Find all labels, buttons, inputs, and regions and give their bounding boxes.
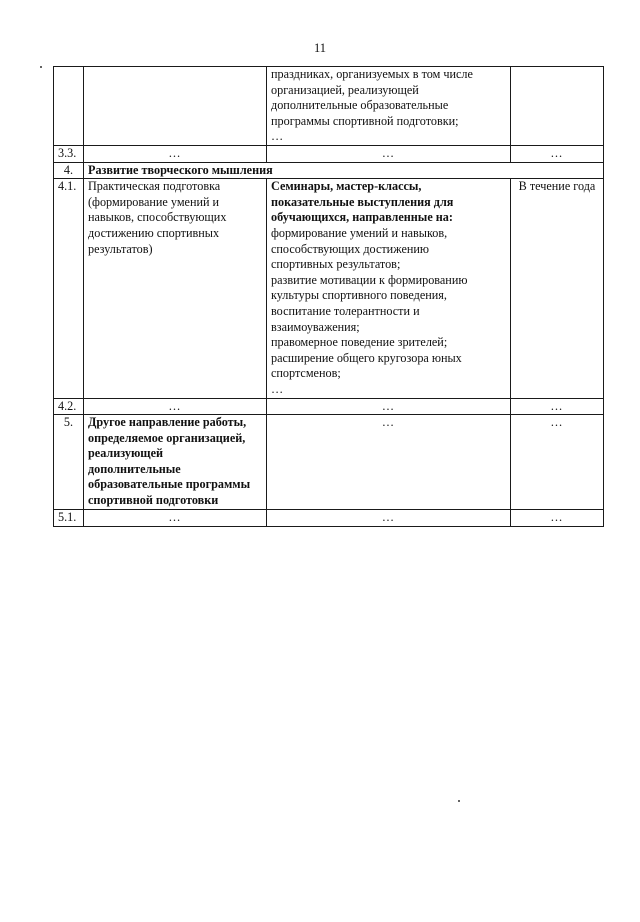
direction-line: (формирование умений и [88, 194, 220, 209]
ellipsis-cell: … [511, 510, 604, 527]
row-number: 4.2. [54, 398, 84, 415]
activity-line: спортсменов; [271, 366, 341, 381]
section-title: Развитие творческого мышления [84, 162, 604, 179]
scan-speck [458, 800, 460, 802]
direction-line: результатов) [88, 241, 153, 256]
activity-line: способствующих достижению [271, 241, 430, 256]
row-number: 3.3. [54, 146, 84, 163]
row-number: 5.1. [54, 510, 84, 527]
row-number: 4.1. [54, 179, 84, 398]
direction-line: дополнительные [88, 461, 181, 476]
activity-line: взаимоуважения; [271, 319, 360, 334]
timing-cell: В течение года [511, 179, 604, 398]
activity-line: программы спортивной подготовки; [271, 113, 459, 128]
direction-line: определяемое организацией, [88, 430, 246, 445]
direction-line: навыков, способствующих [88, 210, 227, 225]
ellipsis-cell: … [511, 398, 604, 415]
scan-speck [40, 66, 42, 68]
ellipsis-cell: … [267, 510, 511, 527]
direction-line: спортивной подготовки [88, 493, 219, 508]
direction-cell [84, 67, 267, 146]
ellipsis-cell: … [267, 415, 511, 510]
section-row [54, 162, 604, 179]
activity-cell [267, 67, 511, 146]
activity-line: праздниках, организуемых в том числе [271, 67, 473, 81]
direction-line: Другое направление работы, [88, 415, 247, 430]
table-row [54, 179, 604, 398]
activity-line: организацией, реализующей [271, 82, 419, 97]
ellipsis-cell: … [511, 146, 604, 163]
ellipsis-cell: … [84, 510, 267, 527]
activity-line: культуры спортивного поведения, [271, 288, 447, 303]
ellipsis-cell: … [511, 415, 604, 510]
direction-cell [84, 415, 267, 510]
ellipsis-cell: … [267, 398, 511, 415]
table-row [54, 398, 604, 415]
ellipsis-cell: … [84, 146, 267, 163]
activity-line: воспитание толерантности и [271, 303, 420, 318]
table-row [54, 415, 604, 510]
activity-cell [267, 179, 511, 398]
row-number: 4. [54, 162, 84, 179]
direction-cell [84, 179, 267, 398]
row-number: 5. [54, 415, 84, 510]
table-row [54, 146, 604, 163]
table-row [54, 67, 604, 146]
activity-heading-line: показательные выступления для [271, 194, 454, 209]
timing-cell [511, 67, 604, 146]
page-number: 11 [313, 41, 327, 55]
activity-line: расширение общего кругозора юных [271, 350, 462, 365]
direction-line: реализующей [88, 446, 164, 461]
activity-line: формирование умений и навыков, [271, 225, 448, 240]
direction-line: Практическая подготовка [88, 179, 221, 194]
activity-heading-line: обучающихся, направленные на: [271, 210, 453, 225]
table-row [54, 510, 604, 527]
activity-line: спортивных результатов; [271, 257, 401, 272]
events-plan-table [53, 66, 604, 527]
activity-line: … [271, 381, 284, 396]
direction-line: образовательные программы [88, 477, 251, 492]
activity-heading-line: Семинары, мастер-классы, [271, 179, 422, 194]
direction-line: достижению спортивных [88, 225, 220, 240]
activity-line: правомерное поведение зрителей; [271, 335, 448, 350]
row-number-cell [54, 67, 84, 146]
ellipsis-cell: … [267, 146, 511, 163]
activity-line: развитие мотивации к формированию [271, 272, 468, 287]
activity-line: … [271, 129, 284, 144]
ellipsis-cell: … [84, 398, 267, 415]
activity-line: дополнительные образовательные [271, 98, 449, 113]
